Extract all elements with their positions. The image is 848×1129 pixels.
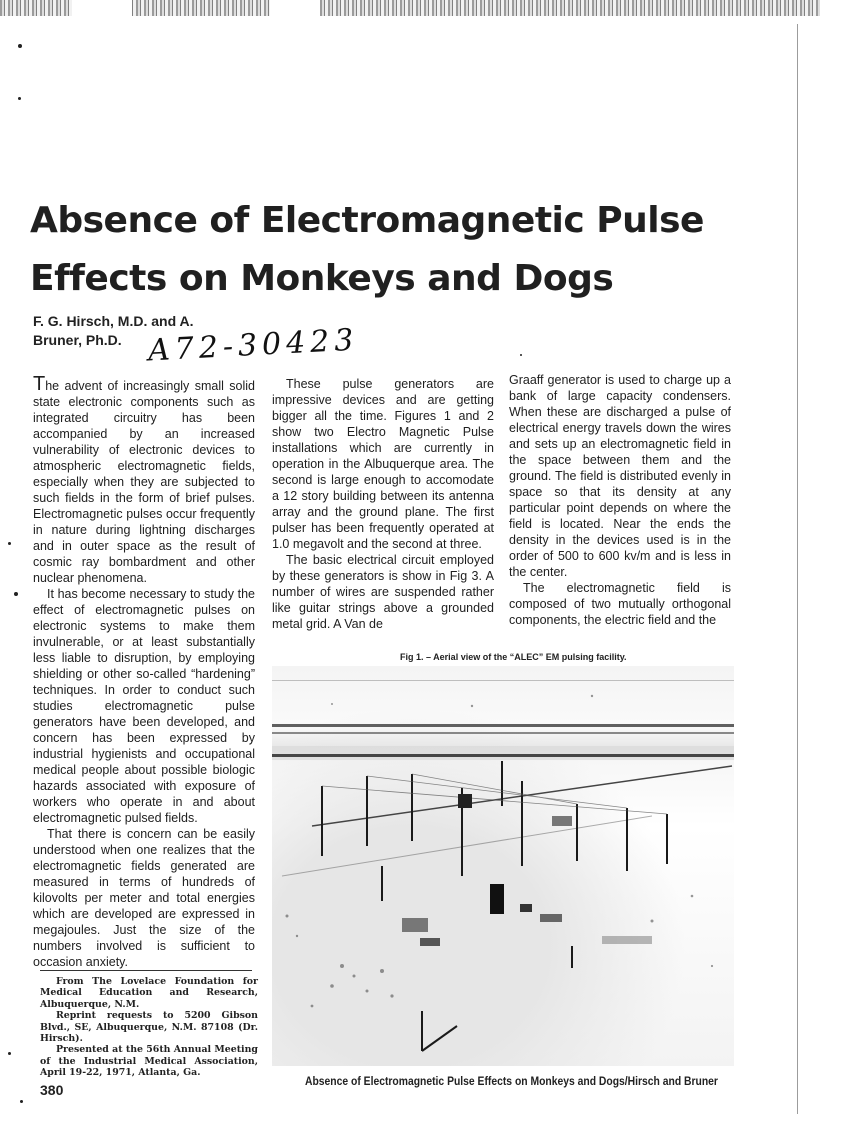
paragraph-text: he advent of increasingly small solid state electronic components such as integrated circuitry has been accompanied by an increased vulnerability of electronic devices to atmospheric electromagnetic fields, especially when they are subjected to such fields in the form of brief pulses. Electromagnetic pulses occur frequently in nature during lightning discharges and in outer space as the result of cosmic ray bombardment and other nuclear phenomena. <box>33 379 255 585</box>
footnotes <box>40 976 258 1079</box>
scan-speck <box>8 1052 11 1055</box>
body-column-2 <box>272 376 494 632</box>
footnote-divider <box>40 970 252 971</box>
article-title-line: Absence of Electromagnetic Pulse <box>30 200 704 241</box>
author-line: F. G. Hirsch, M.D. and A. <box>33 313 194 329</box>
footnote-presented: Presented at the 56th Annual Meeting of the Industrial Medical Association, April 19-22, 1971, Atlanta, Ga. <box>40 1044 258 1079</box>
running-footer: Absence of Electromagnetic Pulse Effects on Monkeys and Dogs/Hirsch and Bruner <box>305 1076 718 1088</box>
scan-speck <box>8 542 11 545</box>
footnote-reprint: Reprint requests to 5200 Gibson Blvd., SE, Albuquerque, N.M. 87108 (Dr. Hirsch). <box>40 1010 258 1045</box>
paragraph: These pulse generators are impressive devices and are getting bigger all the time. Figures 1 and 2 show two Electro Magnetic Pulse installations which are currently in operation in the Albuquerque area. The second is large enough to accomodate a 12 story building between its antenna array and the ground plane. The first pulser has been frequently operated at 1.0 megavolt and the second at three. <box>272 377 494 551</box>
scan-top-edge <box>0 0 848 16</box>
body-column-1 <box>33 373 255 970</box>
paragraph: Graaff generator is used to charge up a bank of large capacity condensers. When these are discharged a pulse of electrical energy travels down the wires and sets up an electromagnetic field in the space between them and the ground. The field is distributed evenly in space so that its density at any particular point depends on where the field is located. Near the ends the density in the devices used is in the order of 500 to 600 kv/m and is less in the center. <box>509 373 731 579</box>
scan-speck <box>520 354 522 356</box>
author-line: Bruner, Ph.D. <box>33 332 122 348</box>
article-title-line: Effects on Monkeys and Dogs <box>30 258 614 299</box>
scan-right-edge <box>797 24 798 1114</box>
paragraph: That there is concern can be easily understood when one realizes that the electromagnetic fields generated are measured in terms of hundreds of kilovolts per meter and total energies which are developed are expressed in megajoules. Just the size of the numbers involved is sufficient to occasion anxiety. <box>33 827 255 969</box>
scan-speck <box>20 1100 23 1103</box>
aerial-photo-figure <box>272 666 734 1066</box>
scan-speck <box>18 97 21 100</box>
figure-caption: Fig 1. – Aerial view of the “ALEC” EM pulsing facility. <box>400 652 627 662</box>
drop-cap: T <box>33 373 46 395</box>
handwritten-accession-number: A72-30423 <box>147 322 360 369</box>
scan-speck <box>14 592 18 596</box>
page-number: 380 <box>40 1082 64 1098</box>
footnote-affiliation: From The Lovelace Foundation for Medical Education and Research, Albuquerque, N.M. <box>40 976 258 1010</box>
article-title <box>30 192 770 308</box>
paragraph: It has become necessary to study the effect of electromagnetic pulses on electronic systems to make them invulnerable, or at least substantially less liable to disruption, by employing shielding or other so-called “hardening” techniques. In order to conduct such studies electromagnetic pulse generators have been developed, and concern has been expressed by industrial hygienists and occupational medical people about possible biologic hazards associated with exposure of workers who operate in and about electromagnetic pulsed fields. <box>33 587 255 825</box>
paragraph: The basic electrical circuit employed by these generators is show in Fig 3. A number of wires are suspended rather like guitar strings above a grounded metal grid. A Van de <box>272 553 494 631</box>
scan-speck <box>18 44 22 48</box>
paragraph <box>33 373 255 586</box>
body-column-3 <box>509 372 731 628</box>
paragraph: The electromagnetic field is composed of two mutually orthogonal components, the electric field and the <box>509 581 731 627</box>
aerial-photo-illustration <box>272 666 734 1066</box>
